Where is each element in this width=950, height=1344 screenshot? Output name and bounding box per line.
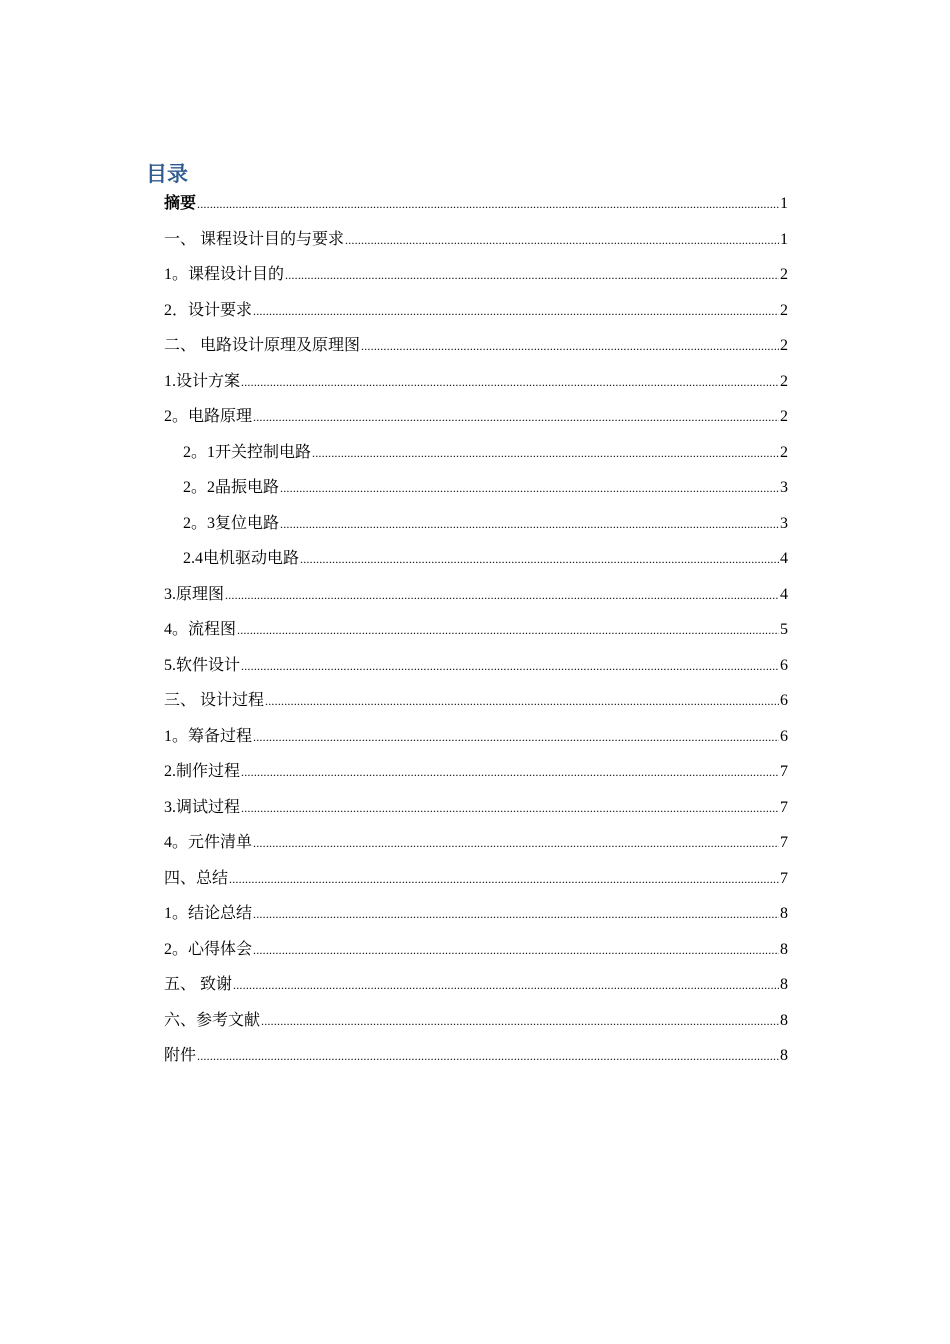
toc-entry-page-number: 8 [780,940,788,958]
toc-entry-page-number: 4 [780,550,788,567]
toc-dot-leader [197,1039,779,1074]
toc-entry-page-number: 2 [780,266,788,283]
toc-entry-label: 3.原理图 [164,585,225,603]
toc-dot-leader [285,258,779,293]
toc-dot-leader [261,1004,779,1039]
toc-entry-page-number: 6 [780,692,788,709]
toc-entry-page-number: 4 [780,585,788,603]
toc-entry-page-number: 7 [780,834,788,851]
toc-entry-label: 摘要 [164,195,197,212]
toc-entry[interactable] [164,435,788,471]
toc-entry-page-number: 3 [780,479,788,496]
toc-entry[interactable] [164,861,788,897]
toc-entry-page-number: 6 [780,656,788,674]
toc-dot-leader [225,578,779,613]
toc-entry[interactable] [164,186,788,222]
toc-entry-label: 3.调试过程 [164,798,241,816]
toc-dot-leader [229,862,779,897]
toc-entry-label: 三、 设计过程 [164,692,265,709]
toc-list [164,186,788,1074]
toc-entry[interactable] [164,932,788,968]
toc-entry-page-number: 8 [780,1047,788,1064]
toc-entry-label: 2。2晶振电路 [183,479,280,496]
toc-entry-label: 2。1开关控制电路 [183,443,312,461]
toc-entry-page-number: 5 [780,621,788,638]
toc-dot-leader [361,329,779,364]
toc-entry-page-number: 3 [780,514,788,532]
toc-dot-leader [253,720,779,755]
toc-entry[interactable] [164,506,788,542]
toc-dot-leader [253,933,779,968]
toc-entry-label: 4。流程图 [164,621,237,638]
toc-entry-label: 1。课程设计目的 [164,266,285,283]
toc-entry-label: 2。心得体会 [164,940,253,958]
toc-dot-leader [253,826,779,861]
toc-entry[interactable] [164,470,788,506]
toc-entry[interactable] [164,328,788,364]
toc-entry-page-number: 8 [780,905,788,922]
toc-entry-label: 一、 课程设计目的与要求 [164,230,345,248]
toc-entry-label: 1。筹备过程 [164,727,253,745]
toc-entry[interactable] [164,648,788,684]
toc-entry[interactable] [164,683,788,719]
toc-entry[interactable] [164,1038,788,1074]
toc-entry-page-number: 7 [780,798,788,816]
toc-entry-page-number: 7 [780,869,788,887]
toc-entry-label: 1.设计方案 [164,372,241,390]
toc-dot-leader [241,649,779,684]
toc-dot-leader [233,968,779,1003]
toc-entry-page-number: 2 [780,337,788,354]
toc-entry-label: 4。元件清单 [164,834,253,851]
toc-entry[interactable] [164,825,788,861]
toc-entry[interactable] [164,577,788,613]
toc-entry-label: 2.4电机驱动电路 [183,550,300,567]
toc-dot-leader [253,400,779,435]
toc-dot-leader [312,436,779,471]
toc-entry-label: 二、 电路设计原理及原理图 [164,337,361,354]
toc-entry-page-number: 6 [780,727,788,745]
toc-dot-leader [265,684,779,719]
toc-entry-page-number: 8 [780,1011,788,1029]
toc-entry[interactable] [164,790,788,826]
toc-entry-label: 2。3复位电路 [183,514,280,532]
toc-entry[interactable] [164,364,788,400]
toc-dot-leader [280,507,779,542]
toc-entry[interactable] [164,967,788,1003]
toc-entry-label: 2.制作过程 [164,763,241,780]
toc-entry-page-number: 2 [780,443,788,461]
toc-dot-leader [241,755,779,790]
toc-dot-leader [253,897,779,932]
toc-entry[interactable] [164,222,788,258]
toc-entry-label: 5.软件设计 [164,656,241,674]
toc-entry-label: 2．设计要求 [164,301,253,319]
toc-dot-leader [241,365,779,400]
toc-entry[interactable] [164,541,788,577]
toc-entry-page-number: 1 [780,230,788,248]
toc-entry-page-number: 8 [780,976,788,993]
toc-entry-label: 四、总结 [164,869,229,887]
toc-entry-page-number: 2 [780,408,788,425]
toc-entry[interactable] [164,1003,788,1039]
toc-entry[interactable] [164,754,788,790]
toc-entry[interactable] [164,399,788,435]
toc-dot-leader [253,294,779,329]
toc-title: 目录 [146,162,188,186]
toc-entry[interactable] [164,719,788,755]
toc-entry-label: 1。结论总结 [164,905,253,922]
toc-entry[interactable] [164,293,788,329]
toc-entry[interactable] [164,612,788,648]
toc-entry-label: 六、参考文献 [164,1011,261,1029]
toc-entry-page-number: 1 [780,195,788,212]
toc-entry-label: 2。电路原理 [164,408,253,425]
toc-dot-leader [345,223,779,258]
toc-dot-leader [237,613,779,648]
toc-entry[interactable] [164,257,788,293]
toc-entry-page-number: 7 [780,763,788,780]
toc-dot-leader [280,471,779,506]
toc-dot-leader [241,791,779,826]
toc-entry-label: 附件 [164,1047,197,1064]
toc-entry-page-number: 2 [780,372,788,390]
toc-entry-page-number: 2 [780,301,788,319]
toc-dot-leader [197,187,779,222]
toc-dot-leader [300,542,779,577]
toc-entry[interactable] [164,896,788,932]
toc-entry-label: 五、 致谢 [164,976,233,993]
